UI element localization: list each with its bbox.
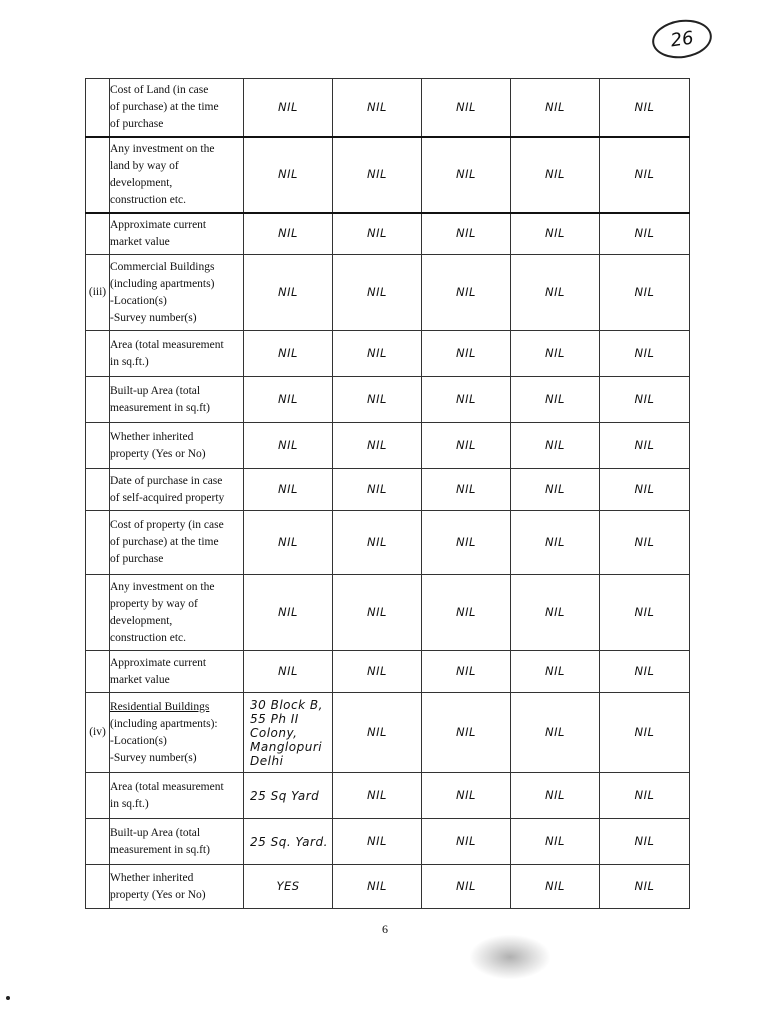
row-number: [86, 423, 110, 469]
description-line: Area (total measurement: [110, 338, 224, 351]
description-line: Built-up Area (total: [110, 384, 201, 397]
description-line: development,: [110, 176, 173, 189]
value-cell: NIL: [244, 423, 333, 469]
row-number: [86, 79, 110, 137]
description-line: measurement in sq.ft): [110, 401, 210, 414]
row-description: [110, 79, 244, 137]
row-description: [110, 213, 244, 255]
value-cell: NIL: [600, 511, 690, 575]
value-cell: NIL: [422, 651, 511, 693]
value-cell: NIL: [511, 423, 600, 469]
row-number: [86, 575, 110, 651]
value-cell: NIL: [422, 511, 511, 575]
description-line: of purchase) at the time: [110, 100, 219, 113]
value-cell: NIL: [600, 79, 690, 137]
description-line: Area (total measurement: [110, 780, 224, 793]
row-number: [86, 213, 110, 255]
row-description: [110, 819, 244, 865]
row-description: [110, 255, 244, 331]
value-cell: NIL: [333, 651, 422, 693]
row-description: [110, 511, 244, 575]
value-cell: NIL: [511, 213, 600, 255]
table-row: [86, 423, 690, 469]
table-row: [86, 469, 690, 511]
description-line: Cost of Land (in case: [110, 83, 209, 96]
value-cell: NIL: [422, 255, 511, 331]
value-cell: NIL: [422, 575, 511, 651]
value-cell: NIL: [511, 331, 600, 377]
description-line: construction etc.: [110, 631, 187, 644]
value-cell: NIL: [600, 377, 690, 423]
description-line: Whether inherited: [110, 430, 194, 443]
description-line: Built-up Area (total: [110, 826, 201, 839]
value-cell: NIL: [244, 331, 333, 377]
description-line: property (Yes or No): [110, 447, 206, 460]
description-line: -Location(s): [110, 734, 167, 747]
description-line: Approximate current: [110, 218, 207, 231]
description-line: construction etc.: [110, 193, 187, 206]
table-row: [86, 575, 690, 651]
value-cell: NIL: [600, 331, 690, 377]
table-row: [86, 773, 690, 819]
row-description: [110, 331, 244, 377]
row-description: [110, 469, 244, 511]
value-cell: NIL: [511, 79, 600, 137]
table-row: [86, 511, 690, 575]
value-cell: NIL: [333, 255, 422, 331]
description-line: of purchase) at the time: [110, 536, 219, 548]
description-line: Any investment on the: [110, 142, 215, 155]
row-number: [86, 137, 110, 213]
value-cell: NIL: [333, 137, 422, 213]
description-line: (including apartments):: [110, 717, 218, 730]
stamp-mark: [470, 935, 550, 979]
description-line: Approximate current: [110, 656, 207, 669]
value-cell: NIL: [244, 255, 333, 331]
description-line: development,: [110, 614, 173, 627]
description-line: of self-acquired property: [110, 491, 225, 504]
description-line: Whether inherited: [110, 871, 194, 884]
table-row: [86, 213, 690, 255]
value-cell: NIL: [511, 865, 600, 909]
row-number: [86, 377, 110, 423]
value-cell: NIL: [333, 423, 422, 469]
value-cell: NIL: [333, 773, 422, 819]
value-cell: NIL: [422, 693, 511, 773]
description-line: land by way of: [110, 159, 179, 172]
value-cell: NIL: [600, 773, 690, 819]
description-line: Residential Buildings: [110, 700, 210, 713]
value-cell: NIL: [511, 137, 600, 213]
row-description: [110, 377, 244, 423]
table-row: [86, 377, 690, 423]
value-cell: NIL: [600, 423, 690, 469]
description-line: property by way of: [110, 597, 198, 610]
value-cell: NIL: [244, 575, 333, 651]
description-line: Cost of property (in case: [110, 519, 224, 531]
row-number: (iii): [86, 255, 110, 331]
value-cell: 25 Sq Yard: [244, 773, 333, 819]
value-cell: NIL: [511, 377, 600, 423]
description-line: market value: [110, 673, 170, 686]
value-cell: NIL: [422, 469, 511, 511]
value-cell: NIL: [600, 693, 690, 773]
description-line: -Location(s): [110, 294, 167, 307]
value-cell: NIL: [511, 511, 600, 575]
value-cell: NIL: [600, 819, 690, 865]
value-cell: NIL: [333, 377, 422, 423]
description-line: in sq.ft.): [110, 797, 149, 810]
value-cell: NIL: [600, 865, 690, 909]
description-line: -Survey number(s): [110, 311, 197, 324]
value-cell: NIL: [600, 575, 690, 651]
value-cell: NIL: [333, 331, 422, 377]
row-description: [110, 651, 244, 693]
row-description: [110, 423, 244, 469]
value-cell: NIL: [600, 255, 690, 331]
value-cell: 30 Block B, 55 Ph II Colony, Manglopuri Delhi: [244, 693, 333, 773]
value-cell: NIL: [244, 651, 333, 693]
description-line: measurement in sq.ft): [110, 843, 210, 856]
value-cell: NIL: [600, 469, 690, 511]
row-number: [86, 773, 110, 819]
value-cell: NIL: [422, 79, 511, 137]
description-line: -Survey number(s): [110, 751, 197, 764]
description-line: property (Yes or No): [110, 888, 206, 901]
value-cell: NIL: [244, 213, 333, 255]
description-line: of purchase: [110, 117, 164, 130]
description-line: market value: [110, 235, 170, 248]
value-cell: NIL: [333, 213, 422, 255]
value-cell: NIL: [422, 865, 511, 909]
description-line: Commercial Buildings: [110, 260, 215, 273]
table-row: [86, 137, 690, 213]
description-line: of purchase: [110, 553, 164, 565]
description-line: Date of purchase in case: [110, 474, 223, 487]
value-cell: NIL: [511, 255, 600, 331]
assets-table: [85, 78, 690, 909]
value-cell: NIL: [244, 511, 333, 575]
value-cell: NIL: [244, 469, 333, 511]
row-description: [110, 693, 244, 773]
value-cell: 25 Sq. Yard.: [244, 819, 333, 865]
table-row: [86, 651, 690, 693]
value-cell: NIL: [422, 377, 511, 423]
table-row: [86, 255, 690, 331]
table-row: [86, 693, 690, 773]
value-cell: NIL: [511, 651, 600, 693]
value-cell: NIL: [511, 819, 600, 865]
value-cell: NIL: [511, 773, 600, 819]
row-description: [110, 575, 244, 651]
row-description: [110, 773, 244, 819]
description-line: (including apartments): [110, 277, 215, 290]
table-row: [86, 865, 690, 909]
value-cell: NIL: [244, 137, 333, 213]
value-cell: NIL: [422, 331, 511, 377]
value-cell: NIL: [333, 819, 422, 865]
table-row: [86, 819, 690, 865]
row-number: [86, 819, 110, 865]
value-cell: NIL: [422, 819, 511, 865]
scan-dot: [6, 996, 10, 1000]
row-number: (iv): [86, 693, 110, 773]
value-cell: NIL: [333, 865, 422, 909]
value-cell: NIL: [244, 377, 333, 423]
value-cell: YES: [244, 865, 333, 909]
value-cell: NIL: [244, 79, 333, 137]
value-cell: NIL: [422, 423, 511, 469]
value-cell: NIL: [333, 79, 422, 137]
row-number: [86, 511, 110, 575]
value-cell: NIL: [422, 773, 511, 819]
value-cell: NIL: [333, 693, 422, 773]
page-number: 6: [382, 922, 388, 936]
page-mark-handwritten: 26: [650, 16, 715, 62]
value-cell: NIL: [511, 575, 600, 651]
value-cell: NIL: [511, 693, 600, 773]
value-cell: NIL: [600, 137, 690, 213]
description-line: Any investment on the: [110, 580, 215, 593]
value-cell: NIL: [333, 511, 422, 575]
value-cell: NIL: [333, 575, 422, 651]
row-number: [86, 331, 110, 377]
table-row: [86, 79, 690, 137]
row-description: [110, 137, 244, 213]
description-line: in sq.ft.): [110, 355, 149, 368]
table-row: [86, 331, 690, 377]
row-number: [86, 865, 110, 909]
row-number: [86, 651, 110, 693]
value-cell: NIL: [422, 137, 511, 213]
value-cell: NIL: [333, 469, 422, 511]
row-description: [110, 865, 244, 909]
value-cell: NIL: [511, 469, 600, 511]
value-cell: NIL: [600, 651, 690, 693]
value-cell: NIL: [600, 213, 690, 255]
row-number: [86, 469, 110, 511]
value-cell: NIL: [422, 213, 511, 255]
